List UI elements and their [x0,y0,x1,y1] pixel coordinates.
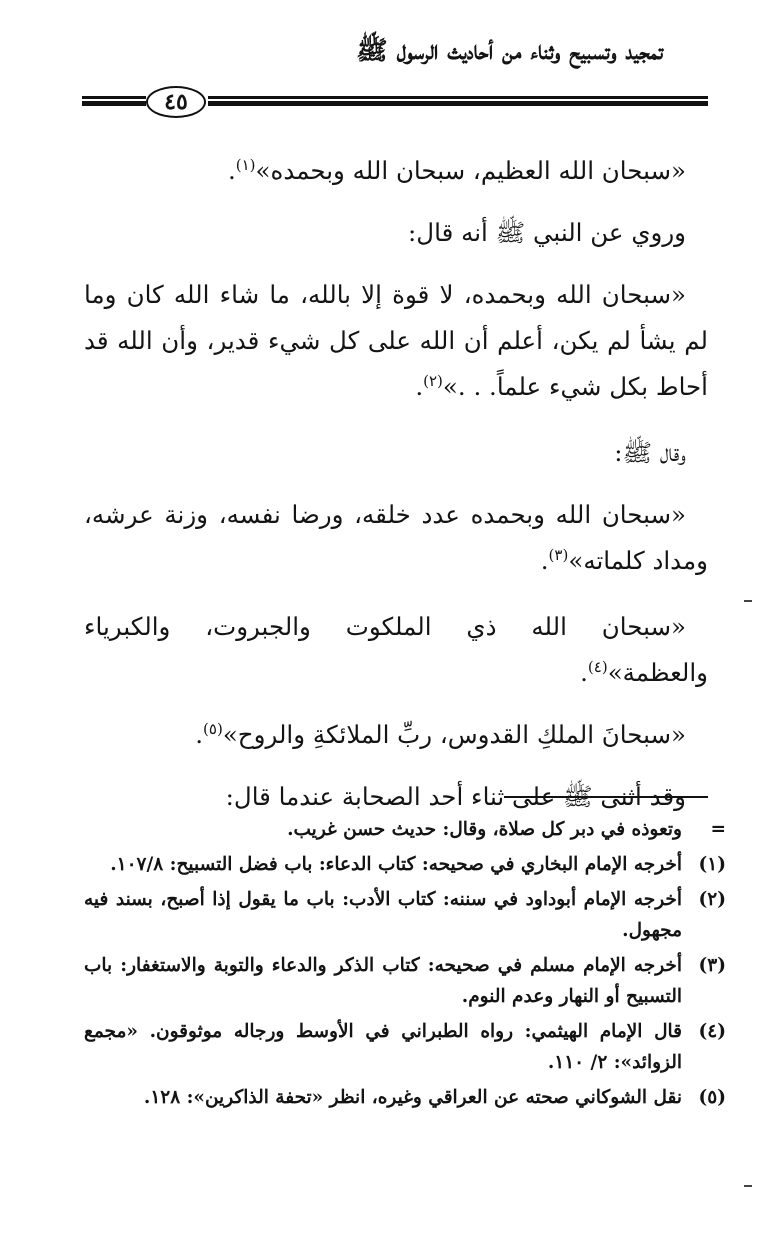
footnote-text: نقل الشوكاني صحته عن العراقي وغيره، انظر «تحفة الذاكرين»: ١٢٨. [143,1087,682,1108]
narration-intro-2: وقال ﷺ: [614,438,686,467]
header-rule-left [82,96,146,106]
margin-mark [744,1185,752,1187]
footnote-item [84,849,726,880]
footnote-item [84,1082,726,1113]
footnote-ref: (٥) [203,719,223,738]
period: . [195,720,204,749]
hadith-text-2 [84,272,708,410]
period: . [227,156,236,185]
footnote-mark: (٥) [698,1087,726,1108]
footnote-text: وتعوذه في دبر كل صلاة، وقال: حديث حسن غريب. [287,819,682,840]
page-number: ٤٥ [146,86,206,118]
header-rule-right [208,96,708,106]
hadith-text-1 [84,148,708,194]
footnote-text: قال الإمام الهيثمي: رواه الطبراني في الأوسط ورجاله موثوقون. «مجمع الزوائد»: ٢/ ١١٠. [84,1021,682,1073]
footnote-mark: = [710,819,726,840]
footnote-text: أخرجه الإمام مسلم في صحيحه: كتاب الذكر والدعاء والتوبة والاستغفار: باب التسبيح أو النهار وعدم النوم. [84,955,682,1007]
footnote-text: أخرجه الإمام البخاري في صحيحه: كتاب الدعاء: باب فضل التسبيح: ١٠٧/٨. [110,854,682,875]
footnote-item [84,814,726,845]
footnote-ref: (١) [235,155,256,174]
period: . [415,372,424,401]
footnote-mark: (٣) [698,955,726,976]
hadith-quote: «سبحان الله ذي الملكوت والجبروت، والكبرياء والعظمة» [84,612,708,687]
footnote-item [84,950,726,1012]
main-text [84,148,708,836]
period: . [580,658,588,687]
hadith-text-4 [84,604,708,696]
footnotes [84,814,726,1117]
hadith-quote: «سبحان الله العظيم، سبحان الله وبحمده» [255,156,686,185]
narration-intro-3: وقد أثنى ﷺ على ثناء أحد الصحابة عندما قال: [225,782,686,811]
footnote-text: أخرجه الإمام أبوداود في سننه: كتاب الأدب: باب ما يقول إذا أصبح، بسند فيه مجهول. [84,889,682,941]
margin-mark [744,600,752,602]
hadith-quote: «سبحان الله وبحمده، لا قوة إلا بالله، ما شاء الله كان وما لم يشأ لم يكن، أعلم أن الله على كل شيء قدير، وأن الله قد أحاط بكل شيء علماً. . .» [84,280,708,401]
footnote-mark: (٤) [698,1021,726,1042]
narration-intro-1: وروي عن النبي ﷺ أنه قال: [408,218,686,247]
footnote-mark: (٢) [698,889,726,910]
running-title: تمجيد وتسبيح وثناء من أحاديث الرسول ﷺ [356,36,663,66]
hadith-quote: «سبحانَ الملكِ القدوس، ربِّ الملائكةِ والروح» [222,720,686,749]
footnote-mark: (١) [698,854,726,875]
footnote-ref: (٣) [548,545,569,564]
hadith-text-5 [84,712,708,758]
footnote-ref: (٤) [587,657,608,676]
hadith-quote: «سبحان الله وبحمده عدد خلقه، ورضا نفسه، وزنة عرشه، ومداد كلماته» [84,500,708,575]
footnote-separator [504,796,708,798]
footnote-item [84,884,726,946]
period: . [540,546,549,575]
footnote-item [84,1016,726,1078]
footnote-ref: (٢) [423,371,443,390]
hadith-text-3 [84,492,708,584]
